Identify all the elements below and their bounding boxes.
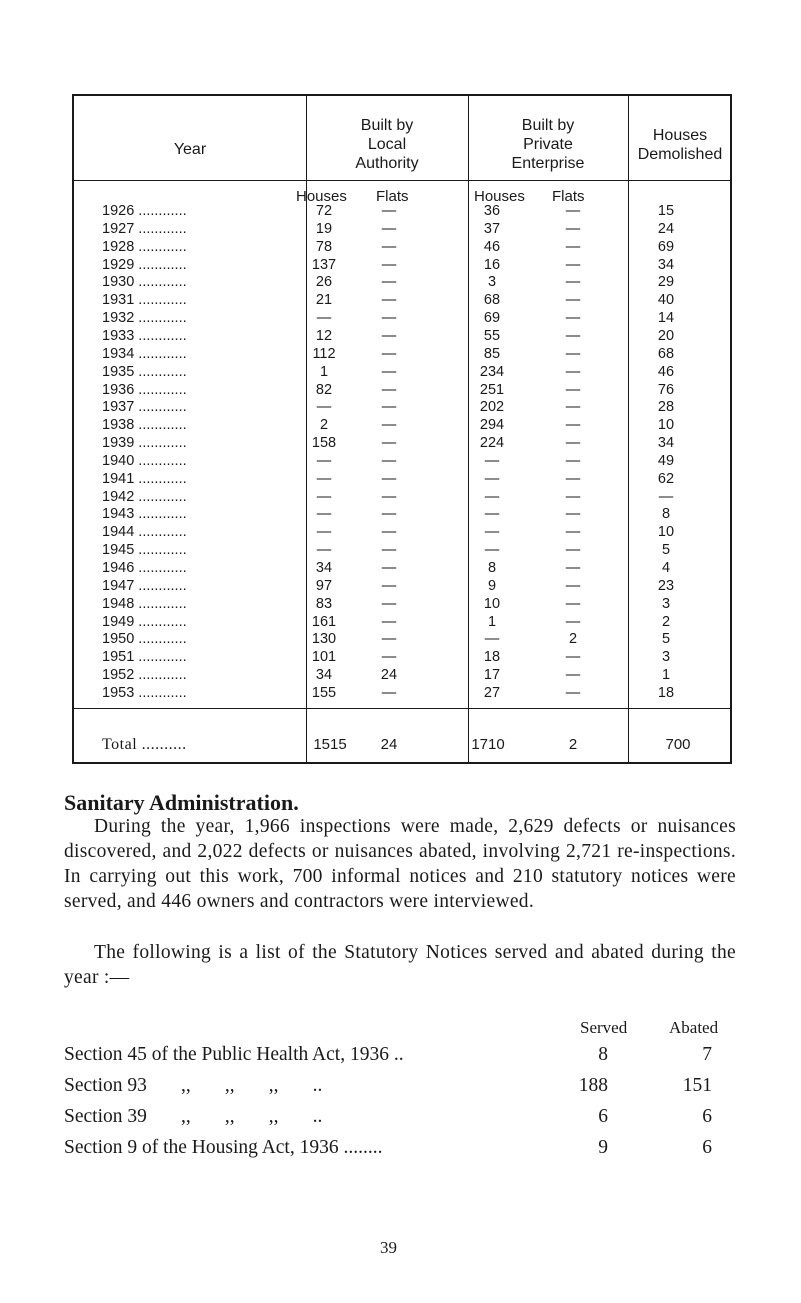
demolished-cell: 4 [661, 560, 671, 576]
la-flats-cell: — [381, 684, 397, 701]
table-row [74, 613, 730, 631]
year-cell: 1949 ............ [102, 613, 187, 630]
table-row [74, 327, 730, 345]
demolished-cell: 69 [657, 238, 675, 255]
table-row [74, 541, 730, 559]
year-cell: 1930 ............ [102, 274, 187, 291]
pe-houses-cell: 69 [483, 310, 501, 327]
table-row [74, 648, 730, 666]
pe-houses-cell: 85 [483, 345, 501, 362]
la-flats-cell: — [381, 310, 397, 327]
pe-houses-cell: 17 [483, 667, 501, 684]
year-cell: 1953 ............ [102, 684, 187, 701]
pe-flats-cell: — [565, 292, 581, 309]
demolished-cell: 76 [657, 381, 675, 398]
year-cell: 1933 ............ [102, 327, 187, 344]
demolished-cell: 68 [657, 345, 675, 362]
section-heading: Sanitary Administration. [64, 790, 299, 815]
subheader-la-flats: Flats [376, 188, 409, 205]
table-row [74, 666, 730, 684]
pe-houses-cell: 294 [479, 417, 505, 434]
year-cell: 1947 ............ [102, 577, 187, 594]
pe-houses-cell: 18 [483, 649, 501, 666]
la-flats-cell: — [381, 220, 397, 237]
la-houses-cell: 34 [315, 667, 333, 684]
notice-label: Section 45 of the Public Health Act, 1936 .. [64, 1044, 404, 1065]
pe-flats-cell: — [565, 667, 581, 684]
pe-flats-cell: — [565, 452, 581, 469]
la-houses-cell: 34 [315, 560, 333, 576]
year-cell: 1931 ............ [102, 292, 187, 309]
la-houses-cell: 12 [315, 327, 333, 344]
table-row [74, 273, 730, 291]
la-houses-cell: 112 [312, 345, 336, 362]
pe-houses-cell: — [484, 542, 500, 559]
la-houses-cell: 78 [315, 238, 333, 255]
la-flats-cell: — [381, 256, 397, 273]
pe-flats-cell: — [565, 649, 581, 666]
pe-houses-cell: 224 [479, 435, 505, 452]
table-row [74, 505, 730, 523]
pe-flats-cell: — [565, 524, 581, 541]
la-houses-cell: 2 [319, 417, 329, 434]
pe-houses-cell: 1 [487, 613, 497, 630]
demolished-cell: 20 [657, 327, 675, 344]
la-houses-cell: 97 [315, 577, 333, 594]
la-houses-cell: 21 [315, 292, 333, 309]
header-year: Year [173, 141, 207, 158]
notice-served: 6 [598, 1106, 608, 1127]
total-divider [74, 708, 730, 709]
la-flats-cell: — [381, 524, 397, 541]
pe-flats-cell: — [565, 220, 581, 237]
demolished-cell: 46 [657, 363, 675, 380]
pe-flats-cell: — [565, 684, 581, 701]
demolished-cell: 10 [657, 417, 675, 434]
la-houses-cell: 72 [315, 203, 333, 219]
la-flats-cell: — [381, 417, 397, 434]
year-cell: 1951 ............ [102, 649, 187, 666]
demolished-cell: 40 [657, 292, 675, 309]
la-flats-cell: — [381, 613, 397, 630]
year-cell: 1935 ............ [102, 363, 187, 380]
pe-houses-cell: 3 [487, 274, 497, 291]
table-row [74, 630, 730, 648]
total-row [74, 736, 730, 756]
col-abated-header: Abated [669, 1018, 719, 1037]
la-flats-cell: — [381, 452, 397, 469]
pe-houses-cell: — [484, 631, 500, 648]
la-houses-cell: 26 [315, 274, 333, 291]
notice-row [64, 1075, 744, 1101]
pe-houses-cell: — [484, 470, 500, 487]
year-cell: 1929 ............ [102, 256, 187, 273]
la-flats-cell: — [381, 363, 397, 380]
subheader-pe-flats: Flats [552, 188, 585, 205]
la-flats-cell: — [381, 560, 397, 576]
pe-flats-cell: — [565, 613, 581, 630]
la-flats-cell: — [381, 327, 397, 344]
la-flats-cell: — [381, 595, 397, 612]
total-la-flats: 24 [380, 736, 398, 753]
la-flats-cell: — [381, 631, 397, 648]
demolished-cell: 62 [657, 470, 675, 487]
pe-houses-cell: 27 [483, 684, 501, 701]
page-number: 39 [380, 1238, 397, 1257]
pe-houses-cell: 68 [483, 292, 501, 309]
pe-houses-cell: 251 [479, 381, 505, 398]
total-pe-houses: 1710 [471, 736, 505, 753]
year-cell: 1945 ............ [102, 542, 187, 559]
la-houses-cell: 82 [315, 381, 333, 398]
paragraph-inspections: During the year, 1,966 inspections were made, 2,629 defects or nuisances discovered, and 2,022 defects or nuisances abated, involving 2,721 re-inspections. In carrying out this work, 700 informal notices and 210 statutory notices were served, and 446 owners and contractors were interviewed. [64, 816, 736, 912]
pe-flats-cell: — [565, 203, 581, 219]
la-flats-cell: — [381, 203, 397, 219]
header-local-authority: Built by Local Authority [355, 117, 419, 172]
table-row [74, 398, 730, 416]
la-houses-cell: — [316, 310, 332, 327]
notice-row [64, 1106, 744, 1132]
demolished-cell: 5 [661, 542, 671, 559]
la-houses-cell: 137 [311, 256, 337, 273]
la-houses-cell: 158 [311, 435, 337, 452]
year-cell: 1950 ............ [102, 631, 187, 648]
col-served-header: Served [580, 1018, 628, 1037]
year-cell: 1943 ............ [102, 506, 187, 523]
demolished-cell: 5 [661, 631, 671, 648]
table-row [74, 381, 730, 399]
demolished-cell: 23 [657, 577, 675, 594]
table-row [74, 238, 730, 256]
la-houses-cell: 19 [315, 220, 333, 237]
total-demolished: 700 [665, 736, 691, 753]
pe-flats-cell: — [565, 506, 581, 523]
table-row [74, 452, 730, 470]
la-houses-cell: 161 [311, 613, 337, 630]
notice-abated: 151 [682, 1075, 712, 1096]
demolished-cell: 28 [657, 399, 675, 416]
la-houses-cell: — [316, 506, 332, 523]
pe-flats-cell: — [565, 399, 581, 416]
notice-label: Section 93 ,, ,, ,, .. [64, 1075, 323, 1096]
paragraph-notices-intro: The following is a list of the Statutory Notices served and abated during the year :— [64, 942, 736, 988]
pe-flats-cell: — [565, 470, 581, 487]
table-row [74, 470, 730, 488]
table-row [74, 291, 730, 309]
demolished-cell: 1 [661, 667, 671, 684]
year-cell: 1941 ............ [102, 470, 187, 487]
demolished-cell: 14 [657, 310, 675, 327]
year-cell: 1934 ............ [102, 345, 187, 362]
notice-abated: 7 [702, 1044, 712, 1065]
demolished-cell: 49 [657, 452, 675, 469]
la-flats-cell: — [381, 577, 397, 594]
pe-flats-cell: — [565, 417, 581, 434]
la-houses-cell: — [316, 524, 332, 541]
pe-houses-cell: 16 [483, 256, 501, 273]
pe-flats-cell: — [565, 363, 581, 380]
pe-flats-cell: — [565, 327, 581, 344]
demolished-cell: 3 [661, 649, 671, 666]
demolished-cell: 2 [661, 613, 671, 630]
notice-served: 9 [598, 1137, 608, 1158]
notice-label: Section 39 ,, ,, ,, .. [64, 1106, 323, 1127]
table-row [74, 523, 730, 541]
table-row [74, 363, 730, 381]
year-cell: 1952 ............ [102, 667, 187, 684]
year-cell: 1937 ............ [102, 399, 187, 416]
la-houses-cell: 130 [311, 631, 337, 648]
header-demolished: Houses Demolished [637, 127, 723, 163]
demolished-cell: 15 [657, 203, 675, 219]
pe-houses-cell: 36 [483, 203, 501, 219]
demolished-cell: 3 [661, 595, 671, 612]
demolished-cell: 8 [661, 506, 671, 523]
table-row [74, 488, 730, 506]
pe-flats-cell: — [565, 595, 581, 612]
la-flats-cell: — [381, 238, 397, 255]
la-flats-cell: — [381, 435, 397, 452]
pe-houses-cell: 10 [483, 595, 501, 612]
la-flats-cell: — [381, 274, 397, 291]
total-pe-flats: 2 [568, 736, 578, 753]
notice-abated: 6 [702, 1106, 712, 1127]
year-cell: 1948 ............ [102, 595, 187, 612]
table-row [74, 684, 730, 702]
pe-houses-cell: 46 [483, 238, 501, 255]
pe-houses-cell: — [484, 524, 500, 541]
notice-row [64, 1137, 744, 1163]
pe-flats-cell: — [565, 310, 581, 327]
year-cell: 1942 ............ [102, 488, 187, 505]
table-row [74, 416, 730, 434]
la-houses-cell: 155 [311, 684, 337, 701]
la-flats-cell: — [381, 506, 397, 523]
pe-flats-cell: — [565, 381, 581, 398]
total-la-houses: 1515 [313, 736, 347, 753]
total-label: Total .......... [102, 736, 187, 753]
table-row [74, 202, 730, 220]
notice-served: 8 [598, 1044, 608, 1065]
la-flats-cell: — [381, 488, 397, 505]
la-houses-cell: — [316, 542, 332, 559]
la-flats-cell: — [381, 292, 397, 309]
year-cell: 1938 ............ [102, 417, 187, 434]
la-houses-cell: — [316, 470, 332, 487]
la-flats-cell: 24 [380, 667, 398, 684]
demolished-cell: 34 [657, 256, 675, 273]
pe-houses-cell: 234 [479, 363, 505, 380]
pe-houses-cell: 9 [487, 577, 497, 594]
pe-flats-cell: — [565, 435, 581, 452]
pe-houses-cell: — [484, 452, 500, 469]
pe-houses-cell: 8 [487, 560, 497, 576]
la-flats-cell: — [381, 381, 397, 398]
table-row [74, 309, 730, 327]
pe-houses-cell: 55 [483, 327, 501, 344]
subheader-pe-houses: Houses [474, 188, 525, 205]
demolished-cell: 10 [657, 524, 675, 541]
table-row [74, 434, 730, 452]
year-cell: 1926 ............ [102, 203, 187, 219]
la-houses-cell: — [316, 488, 332, 505]
demolished-cell: — [658, 488, 674, 505]
year-cell: 1936 ............ [102, 381, 187, 398]
table-row [74, 220, 730, 238]
notice-abated: 6 [702, 1137, 712, 1158]
la-houses-cell: 83 [315, 595, 333, 612]
demolished-cell: 29 [657, 274, 675, 291]
year-cell: 1928 ............ [102, 238, 187, 255]
year-cell: 1927 ............ [102, 220, 187, 237]
la-flats-cell: — [381, 345, 397, 362]
year-cell: 1944 ............ [102, 524, 187, 541]
demolished-cell: 34 [657, 435, 675, 452]
pe-flats-cell: — [565, 560, 581, 576]
la-houses-cell: 1 [319, 363, 329, 380]
year-cell: 1932 ............ [102, 310, 187, 327]
pe-flats-cell: — [565, 577, 581, 594]
pe-houses-cell: — [484, 506, 500, 523]
notice-served: 188 [578, 1075, 608, 1096]
table-row [74, 559, 730, 577]
housing-table [72, 94, 732, 764]
pe-flats-cell: — [565, 542, 581, 559]
pe-flats-cell: — [565, 256, 581, 273]
year-cell: 1939 ............ [102, 435, 187, 452]
la-houses-cell: 101 [311, 649, 337, 666]
la-flats-cell: — [381, 470, 397, 487]
pe-flats-cell: — [565, 345, 581, 362]
header-private-enterprise: Built by Private Enterprise [511, 117, 585, 172]
la-houses-cell: — [316, 452, 332, 469]
pe-houses-cell: 37 [483, 220, 501, 237]
demolished-cell: 18 [657, 684, 675, 701]
pe-flats-cell: — [565, 488, 581, 505]
table-row [74, 577, 730, 595]
notice-row [64, 1044, 744, 1070]
subheader-la-houses: Houses [296, 188, 347, 205]
table-row [74, 345, 730, 363]
la-flats-cell: — [381, 399, 397, 416]
pe-flats-cell: — [565, 274, 581, 291]
pe-houses-cell: 202 [479, 399, 505, 416]
header-divider [74, 180, 730, 181]
demolished-cell: 24 [657, 220, 675, 237]
la-houses-cell: — [316, 399, 332, 416]
la-flats-cell: — [381, 649, 397, 666]
year-cell: 1940 ............ [102, 452, 187, 469]
pe-flats-cell: 2 [568, 631, 578, 648]
table-row [74, 595, 730, 613]
pe-flats-cell: — [565, 238, 581, 255]
notice-label: Section 9 of the Housing Act, 1936 ........ [64, 1137, 383, 1158]
table-row [74, 256, 730, 274]
year-cell: 1946 ............ [102, 560, 187, 576]
pe-houses-cell: — [484, 488, 500, 505]
la-flats-cell: — [381, 542, 397, 559]
